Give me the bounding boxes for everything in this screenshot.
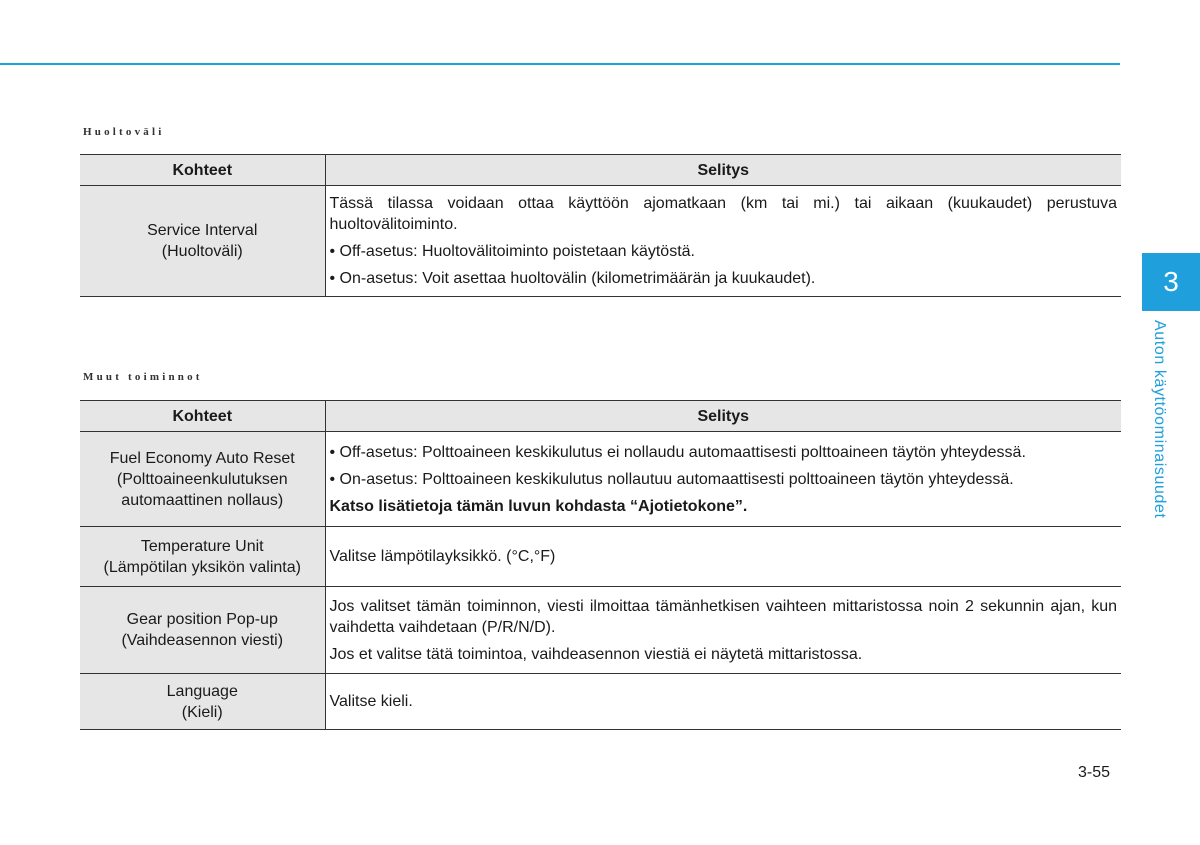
top-rule xyxy=(0,63,1120,65)
item-translation: (Polttoaineenkulutuksen xyxy=(116,470,288,488)
table-row xyxy=(80,186,1121,297)
chapter-title: Auton käyttöominaisuudet xyxy=(1151,320,1168,519)
item-name: Service Interval xyxy=(147,222,258,239)
description-cell xyxy=(325,527,1121,587)
description-text: Jos valitset tämän toiminnon, viesti ilmoittaa tämänhetkisen vaihteen mittaristossa noin 2 sekunnin ajan, kun vaihdetta vaihdetaan (P/R/N/D). xyxy=(329,597,1117,636)
description-bullet: • Off-asetus: Polttoaineen keskikulutus ei nollaudu automaattisesti polttoaineen täytön yhteydessä. xyxy=(329,443,1026,461)
item-cell xyxy=(80,527,325,587)
section-label-huoltovali: Huoltoväli xyxy=(83,126,165,138)
item-name: Fuel Economy Auto Reset xyxy=(109,449,295,467)
item-translation: (Huoltoväli) xyxy=(161,243,243,260)
item-translation: (Kieli) xyxy=(181,703,223,721)
description-text: Valitse kieli. xyxy=(329,693,413,710)
section-label-muut-toiminnot: Muut toiminnot xyxy=(83,371,203,383)
item-translation: (Vaihdeasennon viesti) xyxy=(121,632,284,649)
column-header-description: Selitys xyxy=(325,155,1121,186)
description-text: Jos et valitse tätä toimintoa, vaihdeasennon viestiä ei näytetä mittaristossa. xyxy=(329,645,863,663)
table-header-row xyxy=(80,155,1121,186)
item-translation: (Lämpötilan yksikön valinta) xyxy=(103,558,301,576)
column-header-items: Kohteet xyxy=(80,155,325,186)
item-name: Gear position Pop-up xyxy=(126,611,278,628)
description-cell xyxy=(325,186,1121,297)
item-cell xyxy=(80,186,325,297)
table-row xyxy=(80,587,1121,674)
table-row xyxy=(80,527,1121,587)
description-cell xyxy=(325,674,1121,730)
item-cell xyxy=(80,674,325,730)
page-number: 3-55 xyxy=(1078,764,1111,781)
description-cell xyxy=(325,432,1121,527)
description-bullet: • On-asetus: Polttoaineen keskikulutus nollautuu automaattisesti polttoaineen täytön yhteydessä. xyxy=(329,470,1014,488)
chapter-tab[interactable]: 3 xyxy=(1142,253,1200,311)
description-cell xyxy=(325,587,1121,674)
item-name: Temperature Unit xyxy=(140,537,264,555)
table-row xyxy=(80,432,1121,527)
table-row xyxy=(80,674,1121,730)
description-note: Katso lisätietoja tämän luvun kohdasta “Ajotietokone”. xyxy=(329,497,748,515)
table-header-row xyxy=(80,401,1121,432)
description-text: Tässä tilassa voidaan ottaa käyttöön ajomatkaan (km tai mi.) tai aikaan (kuukaudet) perustuva huoltovälitoiminto. xyxy=(329,195,1117,233)
service-interval-table xyxy=(80,154,1121,297)
description-text: Valitse lämpötilayksikkö. (°C,°F) xyxy=(329,548,556,565)
item-name: Language xyxy=(166,682,238,700)
description-bullet: • Off-asetus: Huoltovälitoiminto poistetaan käytöstä. xyxy=(329,243,695,260)
item-translation: automaattinen nollaus) xyxy=(121,491,284,509)
item-cell xyxy=(80,432,325,527)
other-functions-table xyxy=(80,400,1121,730)
description-bullet: • On-asetus: Voit asettaa huoltovälin (kilometrimäärän ja kuukaudet). xyxy=(329,270,816,287)
item-cell xyxy=(80,587,325,674)
column-header-description: Selitys xyxy=(325,401,1121,432)
column-header-items: Kohteet xyxy=(80,401,325,432)
